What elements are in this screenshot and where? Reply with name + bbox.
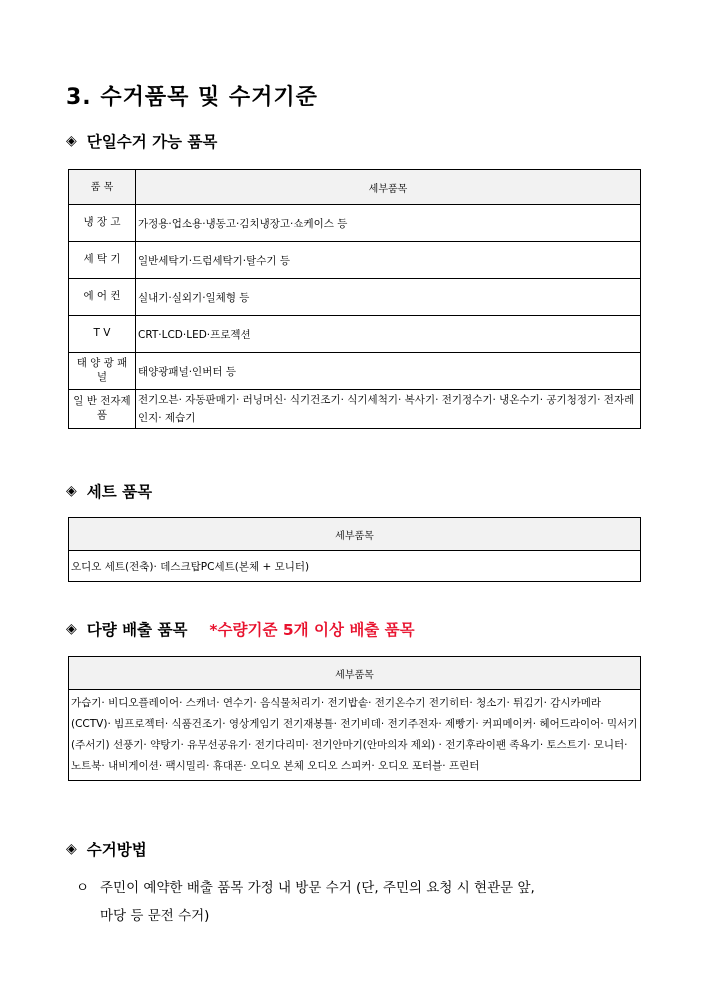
table-row: [69, 551, 641, 582]
row-detail: CRT·LCD·LED·프로젝션: [136, 316, 641, 353]
section-heading-bulk: [66, 618, 415, 640]
table-row: [69, 353, 641, 390]
row-label: 태 양 광 패 널: [69, 353, 136, 390]
col-header-detail: 세부품목: [136, 170, 641, 205]
row-label: 일 반 전자제품: [69, 390, 136, 429]
section-heading-method: [66, 838, 147, 860]
single-items-table: [68, 169, 641, 429]
diamond-icon: ◈: [66, 841, 77, 857]
table-row: [69, 316, 641, 353]
table-row: [69, 279, 641, 316]
row-label: 세 탁 기: [69, 242, 136, 279]
row-label: 냉 장 고: [69, 205, 136, 242]
table-row: [69, 242, 641, 279]
set-items-table: [68, 517, 641, 582]
section-heading-bulk-label: 다량 배출 품목: [86, 621, 188, 639]
col-header-item: 품 목: [69, 170, 136, 205]
diamond-icon: ◈: [66, 133, 77, 149]
row-detail: 가습기· 비디오플레이어· 스캐너· 연수기· 음식물처리기· 전기밥솥· 전기온수기 전기히터· 청소기· 튀김기· 감시카메라(CCTV)· 빔프로젝터· 식품건조기· 영상게임기 전기재봉틀· 전기비데· 전기주전자· 제빵기· 커피메이커· 헤어드라이어· 믹서기(주서기) 선풍기· 약탕기· 유무선공유기· 전기다리미· 전기안마기(안마의자 제외) · 전기후라이팬 족욕기· 토스트기· 모니터· 노트북· 내비게이션· 팩시밀리· 휴대폰· 오디오 본체 오디오 스피커· 오디오 포터블· 프린터: [69, 690, 641, 781]
bulk-items-table: [68, 656, 641, 781]
bullet-circle-icon: ㅇ: [76, 880, 90, 896]
page-title: 3. 수거품목 및 수거기준: [66, 85, 318, 110]
col-header-detail: 세부품목: [69, 518, 641, 551]
diamond-icon: ◈: [66, 621, 77, 637]
section-heading-method-label: 수거방법: [86, 841, 147, 859]
table-row: [69, 205, 641, 242]
row-detail: 일반세탁기·드럼세탁기·탈수기 등: [136, 242, 641, 279]
quantity-note: *수량기준 5개 이상 배출 품목: [209, 621, 415, 639]
table-row: [69, 690, 641, 781]
section-heading-set: [66, 480, 152, 502]
row-detail: 전기오븐· 자동판매기· 러닝머신· 식기건조기· 식기세척기· 복사기· 전기정수기· 냉온수기· 공기청정기· 전자레인지· 제습기: [136, 390, 641, 429]
diamond-icon: ◈: [66, 483, 77, 499]
section-heading-single: [66, 130, 217, 152]
row-detail: 가정용·업소용·냉동고·김치냉장고·쇼케이스 등: [136, 205, 641, 242]
section-heading-single-label: 단일수거 가능 품목: [86, 133, 218, 151]
method-line-1: 주민이 예약한 배출 품목 가정 내 방문 수거 (단, 주민의 요청 시 현관문 앞,: [100, 880, 535, 896]
collection-method-text: [76, 874, 646, 930]
row-label: 에 어 컨: [69, 279, 136, 316]
table-row: [69, 390, 641, 429]
section-heading-set-label: 세트 품목: [86, 483, 153, 501]
row-detail: 태양광패널·인버터 등: [136, 353, 641, 390]
row-detail: 오디오 세트(전축)· 데스크탑PC세트(본체 + 모니터): [69, 551, 641, 582]
row-label: T V: [69, 316, 136, 353]
method-line-2: 마당 등 문전 수거): [100, 908, 210, 924]
row-detail: 실내기·실외기·일체형 등: [136, 279, 641, 316]
col-header-detail: 세부품목: [69, 657, 641, 690]
